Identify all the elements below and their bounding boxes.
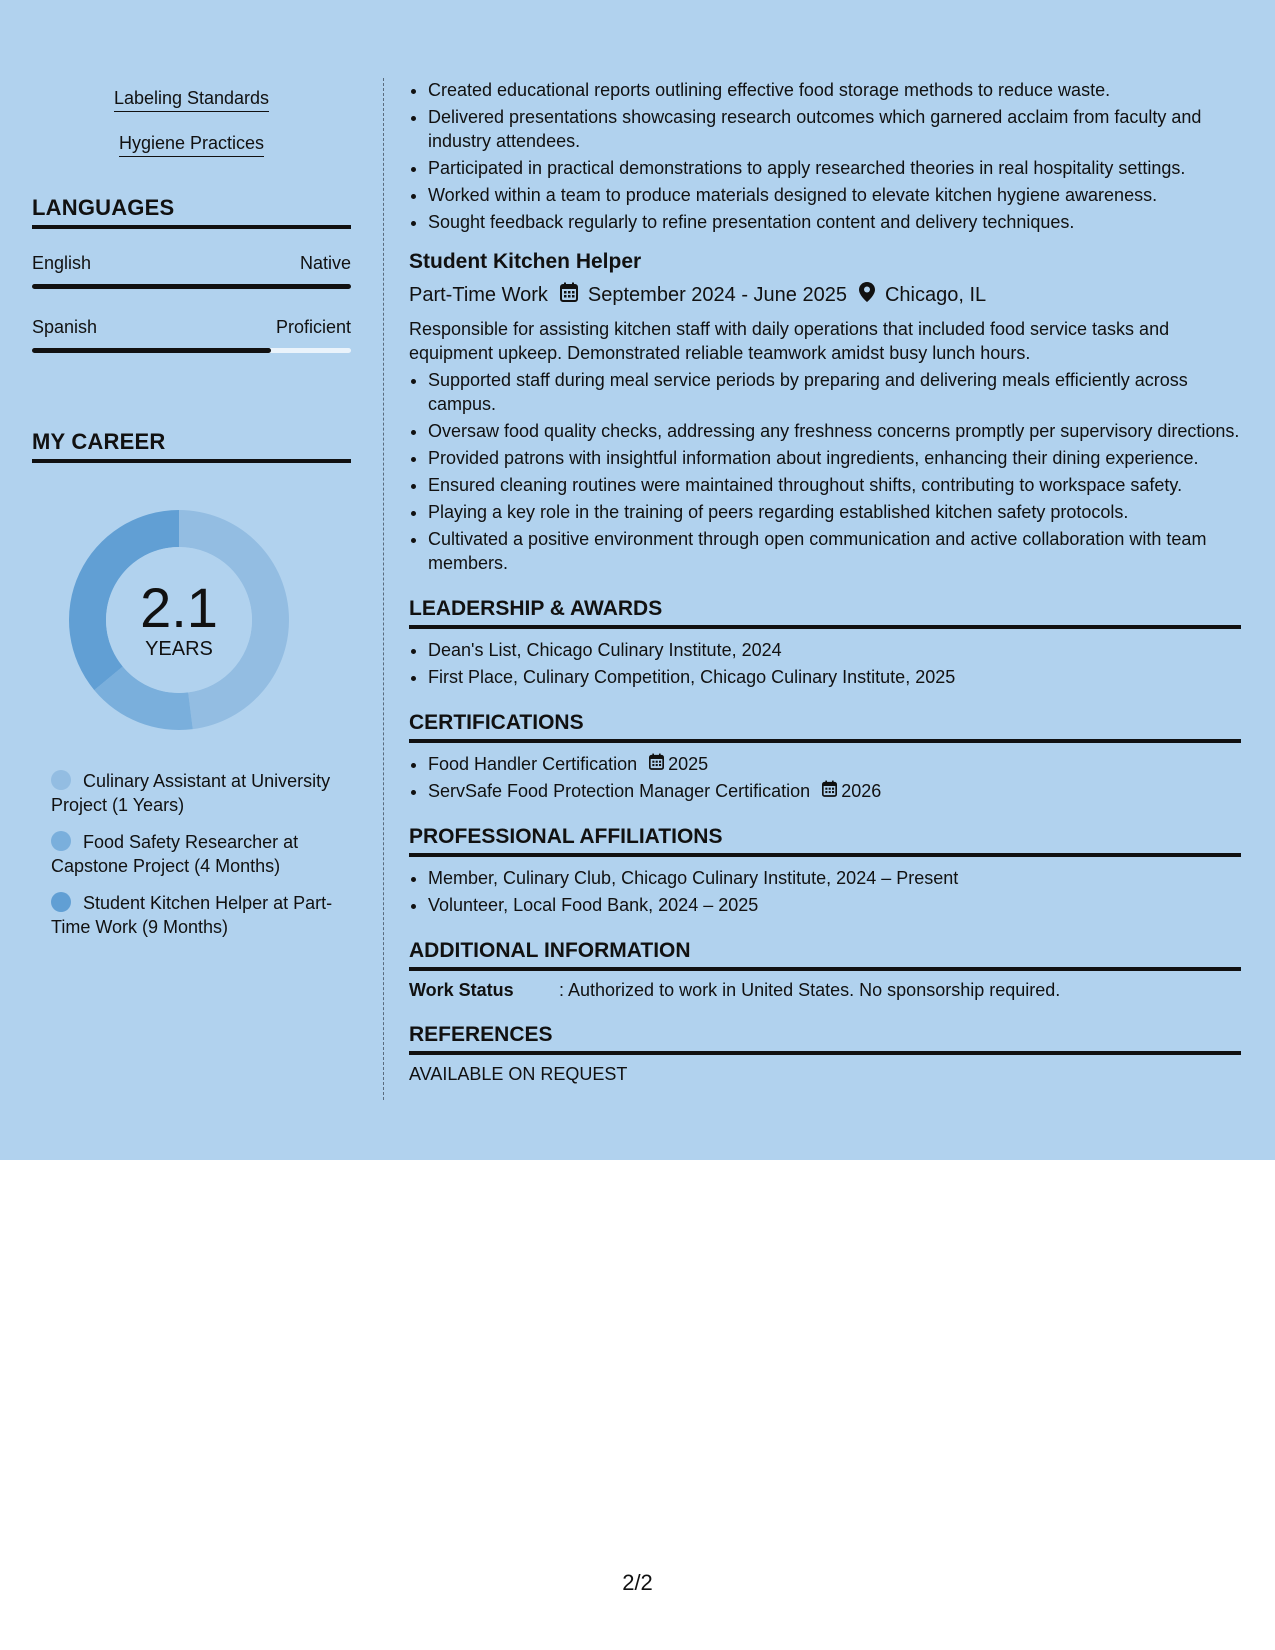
skills-list bbox=[32, 78, 351, 157]
legend-item bbox=[51, 891, 351, 939]
languages-list bbox=[32, 253, 351, 353]
language-bar bbox=[32, 284, 351, 289]
job-title: Student Kitchen Helper bbox=[409, 250, 642, 273]
bullet-item: • Participated in practical demonstrations to apply researched theories in real hospitality settings. bbox=[428, 156, 1241, 180]
legend-dot bbox=[51, 892, 71, 912]
certification-year: 2026 bbox=[841, 781, 882, 801]
bullet-item: • Playing a key role in the training of peers regarding established kitchen safety protocols. bbox=[428, 500, 1241, 524]
certifications-list bbox=[409, 752, 1241, 803]
calendar-icon bbox=[548, 282, 588, 308]
leadership-item: • Dean's List, Chicago Culinary Institute, 2024 bbox=[428, 638, 1241, 662]
legend-item bbox=[51, 769, 351, 817]
bullet-item: • Created educational reports outlining effective food storage methods to reduce waste. bbox=[428, 78, 1241, 102]
page-number: 2/2 bbox=[622, 1570, 653, 1595]
language-bar bbox=[32, 348, 351, 353]
work-status-value: : Authorized to work in United States. No sponsorship required. bbox=[559, 980, 1061, 1000]
main-content bbox=[409, 78, 1241, 1085]
career-total-unit: YEARS bbox=[145, 637, 213, 660]
language-bar-fill bbox=[32, 284, 351, 289]
affiliations-heading: PROFESSIONAL AFFILIATIONS bbox=[409, 825, 1241, 857]
affiliation-item: • Volunteer, Local Food Bank, 2024 – 2025 bbox=[428, 893, 1241, 917]
career-donut-chart bbox=[64, 505, 294, 735]
legend-item bbox=[51, 830, 351, 878]
bullet-item: • Worked within a team to produce materials designed to elevate kitchen hygiene awareness. bbox=[428, 183, 1241, 207]
affiliation-item: • Member, Culinary Club, Chicago Culinary Institute, 2024 – Present bbox=[428, 866, 1241, 890]
calendar-icon bbox=[649, 752, 668, 776]
leadership-list bbox=[409, 638, 1241, 689]
calendar-icon bbox=[822, 779, 841, 803]
bullet-item: • Supported staff during meal service periods by preparing and delivering meals efficiently across campus. bbox=[428, 368, 1241, 416]
references-text: AVAILABLE ON REQUEST bbox=[409, 1064, 628, 1084]
certification-item bbox=[428, 779, 1241, 803]
language-level: Native bbox=[299, 253, 351, 273]
legend-dot bbox=[51, 831, 71, 851]
sidebar bbox=[32, 78, 351, 1100]
references-heading: REFERENCES bbox=[409, 1023, 1241, 1055]
job-location: Chicago, IL bbox=[884, 283, 987, 306]
language-name: English bbox=[32, 253, 92, 273]
job-bullets bbox=[409, 368, 1241, 575]
previous-job-bullets bbox=[409, 78, 1241, 234]
skill-item: Hygiene Practices bbox=[119, 133, 264, 157]
work-status-label: Work Status bbox=[409, 980, 514, 1000]
job-meta bbox=[409, 282, 1241, 308]
certification-name: Food Handler Certification bbox=[428, 754, 638, 774]
bullet-item: • Sought feedback regularly to refine presentation content and delivery techniques. bbox=[428, 210, 1241, 234]
certification-name: ServSafe Food Protection Manager Certification bbox=[428, 781, 811, 801]
legend-label: Student Kitchen Helper at Part-Time Work (9 Months) bbox=[51, 893, 333, 937]
certification-year: 2025 bbox=[668, 754, 709, 774]
additional-info-heading: ADDITIONAL INFORMATION bbox=[409, 939, 1241, 971]
bullet-item: • Delivered presentations showcasing research outcomes which garnered acclaim from faculty and industry attendees. bbox=[428, 105, 1241, 153]
language-item bbox=[32, 253, 351, 289]
leadership-heading: LEADERSHIP & AWARDS bbox=[409, 597, 1241, 629]
legend-label: Food Safety Researcher at Capstone Project (4 Months) bbox=[51, 832, 299, 876]
career-total-value: 2.1 bbox=[140, 575, 218, 639]
language-item bbox=[32, 317, 351, 353]
job-employer: Part-Time Work bbox=[409, 283, 548, 306]
bullet-item: • Cultivated a positive environment through open communication and active collaboration with team members. bbox=[428, 527, 1241, 575]
bullet-item: • Oversaw food quality checks, addressing any freshness concerns promptly per supervisory directions. bbox=[428, 419, 1241, 443]
career-legend bbox=[32, 769, 351, 939]
bullet-item: • Provided patrons with insightful information about ingredients, enhancing their dining experience. bbox=[428, 446, 1241, 470]
skill-item: Labeling Standards bbox=[114, 88, 269, 112]
map-pin-icon bbox=[847, 282, 885, 308]
legend-dot bbox=[51, 770, 71, 790]
certifications-heading: CERTIFICATIONS bbox=[409, 711, 1241, 743]
job-description: Responsible for assisting kitchen staff with daily operations that included food service tasks and equipment upkeep. Demonstrated reliable teamwork amidst busy lunch hours. bbox=[409, 319, 1170, 363]
languages-heading: LANGUAGES bbox=[32, 195, 351, 229]
language-bar-fill bbox=[32, 348, 271, 353]
career-heading: MY CAREER bbox=[32, 429, 351, 463]
certification-item bbox=[428, 752, 1241, 776]
affiliations-list bbox=[409, 866, 1241, 917]
language-level: Proficient bbox=[275, 317, 351, 337]
bullet-item: • Ensured cleaning routines were maintained throughout shifts, contributing to workspace safety. bbox=[428, 473, 1241, 497]
work-status-row bbox=[409, 980, 1241, 1001]
legend-label: Culinary Assistant at University Project (1 Years) bbox=[51, 771, 331, 815]
leadership-item: • First Place, Culinary Competition, Chicago Culinary Institute, 2025 bbox=[428, 665, 1241, 689]
job-dates: September 2024 - June 2025 bbox=[587, 283, 847, 306]
column-divider bbox=[383, 78, 384, 1100]
language-name: Spanish bbox=[32, 317, 98, 337]
